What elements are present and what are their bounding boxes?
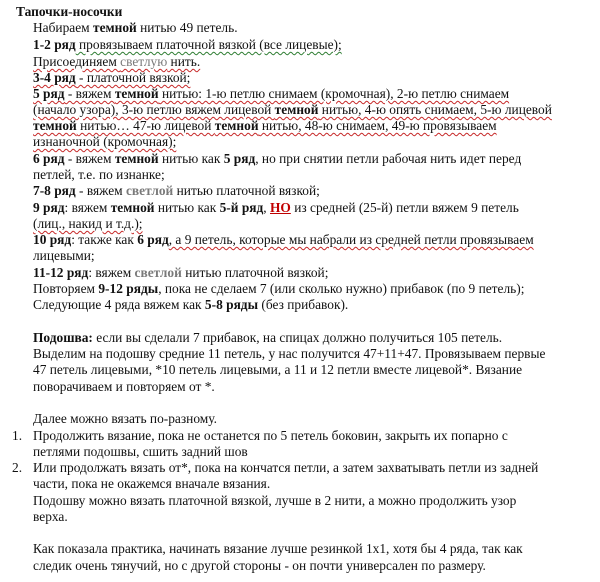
text-line: Выделим на подошву средние 11 петель, у нас получится 47+11+47. Провязываем первые <box>33 346 546 361</box>
text-run: : также как <box>71 232 138 247</box>
text-line: петлей, т.е. по изнанке; <box>33 167 165 182</box>
text-line <box>33 54 200 70</box>
text-run: нитью платочной вязкой; <box>181 265 329 280</box>
text-run: 3-4 ряд <box>33 70 76 85</box>
text-run: 11-12 ряд <box>33 265 89 280</box>
text-run: нитью: 1-ю петлю снимаем (кромочная), 2-ю петлю снимаем <box>158 86 510 101</box>
text-line <box>33 151 521 167</box>
text-run: темной <box>110 200 155 215</box>
text-run: 10 ряд <box>33 232 72 247</box>
text-run: 7-8 ряд <box>33 183 76 198</box>
text-run: НО <box>270 200 291 215</box>
text-run: , а 9 петель, которые мы набрали из средней петли провязываем <box>168 232 534 247</box>
text-run: Присоединяем <box>33 54 121 69</box>
text-run: , пока не сделаем 7 (или сколько нужно) прибавок (по 9 петель); <box>158 281 525 296</box>
text-run: 5-8 ряды <box>204 297 259 312</box>
text-run: светлой <box>134 265 182 280</box>
text-run: 9-12 ряды <box>98 281 159 296</box>
text-run: темной <box>93 20 137 35</box>
text-run: нитью как <box>154 200 220 215</box>
text-line <box>33 183 320 199</box>
text-run: Подошва: <box>33 330 93 345</box>
list-number: 1. <box>12 428 23 443</box>
text-line: поворачиваем и повторяем от *. <box>33 379 215 394</box>
text-line <box>33 232 534 248</box>
text-run: темной <box>33 118 77 133</box>
text-run: - вяжем <box>64 86 115 101</box>
text-line <box>33 200 519 216</box>
text-run: , но при снятии петли рабочая нить идет перед <box>255 151 522 166</box>
text-run: нитью 49 петель. <box>136 20 238 35</box>
text-run: нитью… 47-ю лицевой <box>76 118 215 133</box>
text-line <box>33 70 190 86</box>
text-run: нитью, 48-ю снимаем, 49-ю провязываем <box>258 118 497 133</box>
text-run: Следующие 4 ряда вяжем как <box>33 297 205 312</box>
text-run: темной <box>214 118 259 133</box>
text-run: - платочной вязкой; <box>75 70 191 85</box>
text-run: нить. <box>167 54 201 69</box>
text-run: 6 ряд <box>33 151 65 166</box>
text-line: Продолжить вязание, пока не останется по 5 петель боковин, закрыть их попарно с <box>33 428 508 443</box>
text-run: провязываем платочной вязкой (все лицевые); <box>75 37 342 52</box>
text-line <box>33 20 238 36</box>
text-run: из средней (25-й) петли вяжем 9 петель <box>290 200 519 215</box>
text-line: Или продолжать вязать от*, пока на кончатся петли, а затем захватывать петли из задней <box>33 460 539 475</box>
text-run: - вяжем <box>75 183 126 198</box>
text-line <box>33 265 328 281</box>
document-title: Тапочки-носочки <box>16 4 123 19</box>
text-line: Как показала практика, начинать вязание лучше резинкой 1х1, хотя бы 4 ряда, так как <box>33 541 523 556</box>
text-run: нитью платочной вязкой; <box>173 183 320 198</box>
text-run: 1-2 ряд <box>33 37 76 52</box>
text-line <box>33 118 497 134</box>
text-run: (без прибавок). <box>258 297 349 312</box>
text-line <box>33 330 502 346</box>
text-line <box>33 281 524 297</box>
text-run: темной <box>114 151 159 166</box>
text-run: Повторяем <box>33 281 99 296</box>
text-run: , <box>263 200 270 215</box>
text-line <box>33 37 342 53</box>
text-run: 5 ряд <box>33 86 65 101</box>
text-run: нитью, 4-ю опять снимаем, 5-ю лицевой <box>318 102 552 117</box>
text-run: темной <box>114 86 159 101</box>
text-line: (лиц., накид и т.д.); <box>33 216 143 231</box>
text-run: 5-й ряд <box>219 200 264 215</box>
text-line: лицевыми; <box>33 248 95 263</box>
text-run: темной <box>274 102 319 117</box>
text-run: (начало узора), 3-ю петлю вяжем лицевой <box>33 102 275 117</box>
text-run: : вяжем <box>64 200 111 215</box>
text-run: если вы сделали 7 прибавок, на спицах должно получиться 105 петель. <box>92 330 503 345</box>
text-line: 47 петель лицевыми, *10 петель лицевыми, а 11 и 12 петли вместе лицевой*. Вязание <box>33 362 523 377</box>
text-line: верха. <box>33 509 68 524</box>
text-line <box>33 86 509 102</box>
text-line: петлями подошвы, сшить задний шов <box>33 444 248 459</box>
text-run: светлой <box>125 183 174 198</box>
text-run: 6 ряд <box>137 232 169 247</box>
text-run: : вяжем <box>88 265 135 280</box>
text-line: Далее можно вязать по-разному. <box>33 411 217 426</box>
list-number: 2. <box>12 460 23 475</box>
text-run: нитью как <box>158 151 224 166</box>
text-run: Набираем <box>33 20 93 35</box>
text-run: 9 ряд <box>33 200 65 215</box>
text-run: светлую <box>120 54 168 69</box>
text-line <box>33 102 552 118</box>
text-line <box>33 297 348 313</box>
text-run: - вяжем <box>64 151 115 166</box>
text-run: 5 ряд <box>223 151 256 166</box>
text-line: изнаночной (кромочная); <box>33 134 177 149</box>
text-line: части, пока не окажемся вначале вязания. <box>33 476 271 491</box>
text-line: Подошву можно вязать платочной вязкой, лучше в 2 нити, а можно продолжить узор <box>33 493 517 508</box>
text-line: следик очень тянучий, но с другой стороны - он почти универсален по размеру. <box>33 558 486 573</box>
